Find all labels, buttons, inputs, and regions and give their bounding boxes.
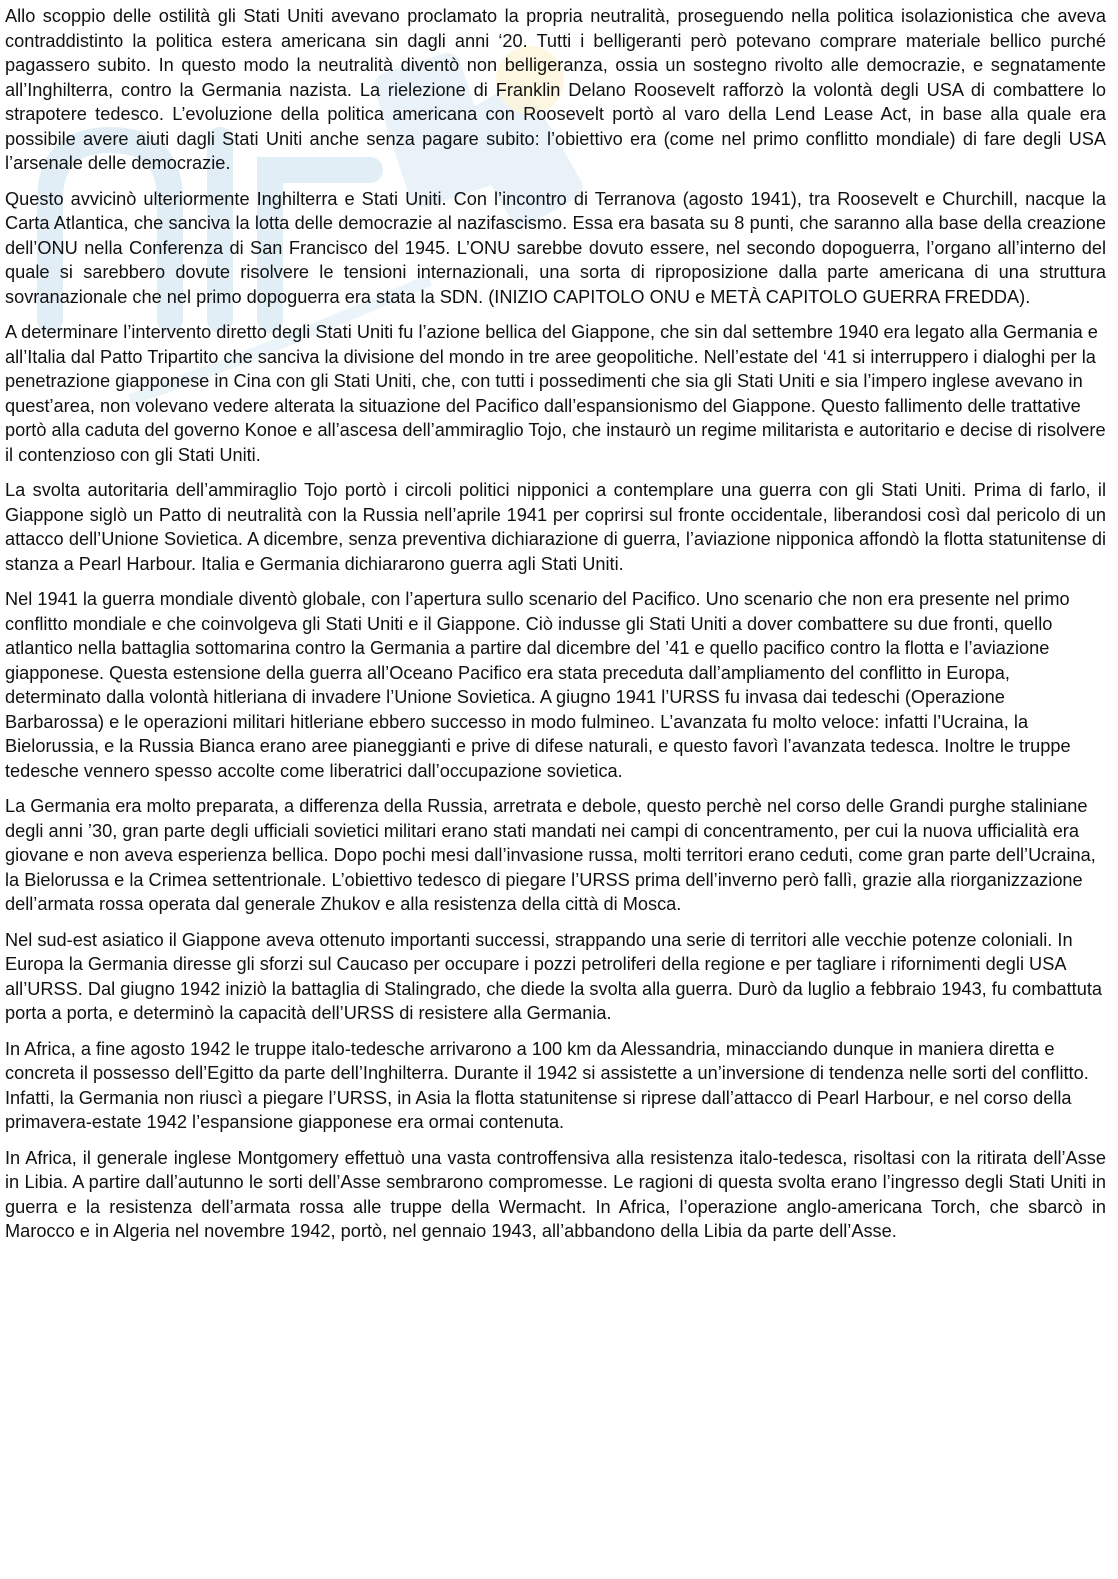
document-body <box>5 4 1106 1255</box>
paragraph-2: Questo avvicinò ulteriormente Inghilterra e Stati Uniti. Con l’incontro di Terranova (agosto 1941), tra Roosevelt e Churchill, nacque la Carta Atlantica, che sanciva la lotta delle democrazie al nazifascismo. Essa era basata su 8 punti, che saranno alla base della creazione dell’ONU nella Conferenza di San Francisco del 1945. L’ONU sarebbe dovuto essere, nel secondo dopoguerra, l’organo all’interno del quale si sarebbero dovute risolvere le tensioni internazionali, una sorta di riproposizione dalla parte americana di una struttura sovranazionale che nel primo dopoguerra era stata la SDN. (INIZIO CAPITOLO ONU e METÀ CAPITOLO GUERRA FREDDA). <box>5 188 1106 307</box>
paragraph-8: In Africa, a fine agosto 1942 le truppe italo-tedesche arrivarono a 100 km da Alessandria, minacciando dunque in maniera diretta e concreta il possesso dell’Egitto da parte dell’Inghilterra. Durante il 1942 si assistette a un’inversione di tendenza nelle sorti del conflitto. Infatti, la Germania non riuscì a piegare l’URSS, in Asia la flotta statunitense si riprese dall’attacco di Pearl Harbour, e nel corso della primavera-estate 1942 l’espansione giapponese era ormai contenuta. <box>5 1038 1089 1132</box>
paragraph-6: La Germania era molto preparata, a differenza della Russia, arretrata e debole, questo perchè nel corso delle Grandi purghe staliniane degli anni ’30, gran parte degli ufficiali sovietici militari erano stati mandati nei campi di concentramento, per cui la nuova ufficialità era giovane e non aveva esperienza bellica. Dopo pochi mesi dall’invasione russa, molti territori erano ceduti, come gran parte dell’Ucraina, la Bielorussa e la Crimea settentrionale. L’obiettivo tedesco di piegare l’URSS prima dell’inverno però fallì, grazie alla riorganizzazione dell’armata rossa operata dal generale Zhukov e alla resistenza della città di Mosca. <box>5 796 1096 914</box>
paragraph-4: La svolta autoritaria dell’ammiraglio Tojo portò i circoli politici nipponici a contemplare una guerra con gli Stati Uniti. Prima di farlo, il Giappone siglò un Patto di neutralità con la Russia nell’aprile 1941 per coprirsi sul fronte occidentale, liberandosi così dal pericolo di un attacco dell’Unione Sovietica. A dicembre, senza preventiva dichiarazione di guerra, l’aviazione nipponica affondò la flotta statunitense di stanza a Pearl Harbour. Italia e Germania dichiararono guerra agli Stati Uniti. <box>5 480 1106 574</box>
paragraph-7: Nel sud-est asiatico il Giappone aveva ottenuto importanti successi, strappando una serie di territori alle vecchie potenze coloniali. In Europa la Germania diresse gli sforzi sul Caucaso per occupare i pozzi petroliferi della regione e per tagliare i rifornimenti degli USA all’URSS. Dal giugno 1942 iniziò la battaglia di Stalingrado, che diede la svolta alla guerra. Durò da luglio a febbraio 1943, fu combattuta porta a porta, e determinò la capacità dell’URSS di resistere alla Germania. <box>5 929 1102 1023</box>
paragraph-1: Allo scoppio delle ostilità gli Stati Uniti avevano proclamato la propria neutralità, proseguendo nella politica isolazionistica che aveva contraddistinto la politica estera americana sin dagli anni ‘20. Tutti i belligeranti però potevano comprare materiale bellico purché pagassero subito. In questo modo la neutralità diventò non belligeranza, ossia un sostegno rivolto alle democrazie, e segnatamente all’Inghilterra, contro la Germania nazista. La rielezione di Franklin Delano Roosevelt rafforzò la volontà degli USA di combattere lo strapotere tedesco. L’evoluzione della politica americana con Roosevelt portò al varo della Lend Lease Act, in base alla quale era possibile avere aiuti dagli Stati Uniti anche senza pagare subito: l’obiettivo era (come nel primo conflitto mondiale) di fare degli USA l’arsenale delle democrazie. <box>5 6 1106 173</box>
paragraph-3: A determinare l’intervento diretto degli Stati Uniti fu l’azione bellica del Giappone, che sin dal settembre 1940 era legato alla Germania e all’Italia dal Patto Tripartito che sanciva la divisione del mondo in tre aree geopolitiche. Nell’estate del ‘41 si interruppero i dialoghi per la penetrazione giapponese in Cina con gli Stati Uniti, che, con tutti i possedimenti che sia gli Stati Uniti e sia l’impero inglese avevano in quest’area, non volevano vedere alterata la situazione del Pacifico dall’espansionismo del Giappone. Questo fallimento delle trattative portò alla caduta del governo Konoe e all’ascesa dell’ammiraglio Tojo, che instaurò un regime militarista e autoritario e decise di risolvere il contenzioso con gli Stati Uniti. <box>5 322 1106 465</box>
paragraph-5: Nel 1941 la guerra mondiale diventò globale, con l’apertura sullo scenario del Pacifico. Uno scenario che non era presente nel primo conflitto mondiale e che coinvolgeva gli Stati Uniti e il Giappone. Ciò indusse gli Stati Uniti a dover combattere su due fronti, quello atlantico nella battaglia sottomarina contro la Germania a partire dal dicembre del ’41 e quello pacifico contro la flotta e l’aviazione giapponese. Questa estensione della guerra all’Oceano Pacifico era stata preceduta dall’ampliamento del conflitto in Europa, determinato dalla volontà hitleriana di invadere l’Unione Sovietica. A giugno 1941 l’URSS fu invasa dai tedeschi (Operazione Barbarossa) e le operazioni militari hitleriane ebbero successo in modo fulmineo. L’avanzata fu molto veloce: infatti l’Ucraina, la Bielorussia, e la Russia Bianca erano aree pianeggianti e prive di difese naturali, e questo favorì l’avanzata tedesca. Inoltre le truppe tedesche vennero spesso accolte come liberatrici dall’occupazione sovietica. <box>5 589 1071 781</box>
paragraph-9: In Africa, il generale inglese Montgomery effettuò una vasta controffensiva alla resistenza italo-tedesca, risoltasi con la ritirata dell’Asse in Libia. A partire dall’autunno le sorti dell’Asse sembrarono compromesse. Le ragioni di questa svolta erano l’ingresso degli Stati Uniti in guerra e la resistenza dell’armata rossa alle truppe della Wermacht. In Africa, l’operazione anglo-americana Torch, che sbarcò in Marocco e in Algeria nel novembre 1942, portò, nel gennaio 1943, all’abbandono della Libia da parte dell’Asse. <box>5 1147 1106 1241</box>
